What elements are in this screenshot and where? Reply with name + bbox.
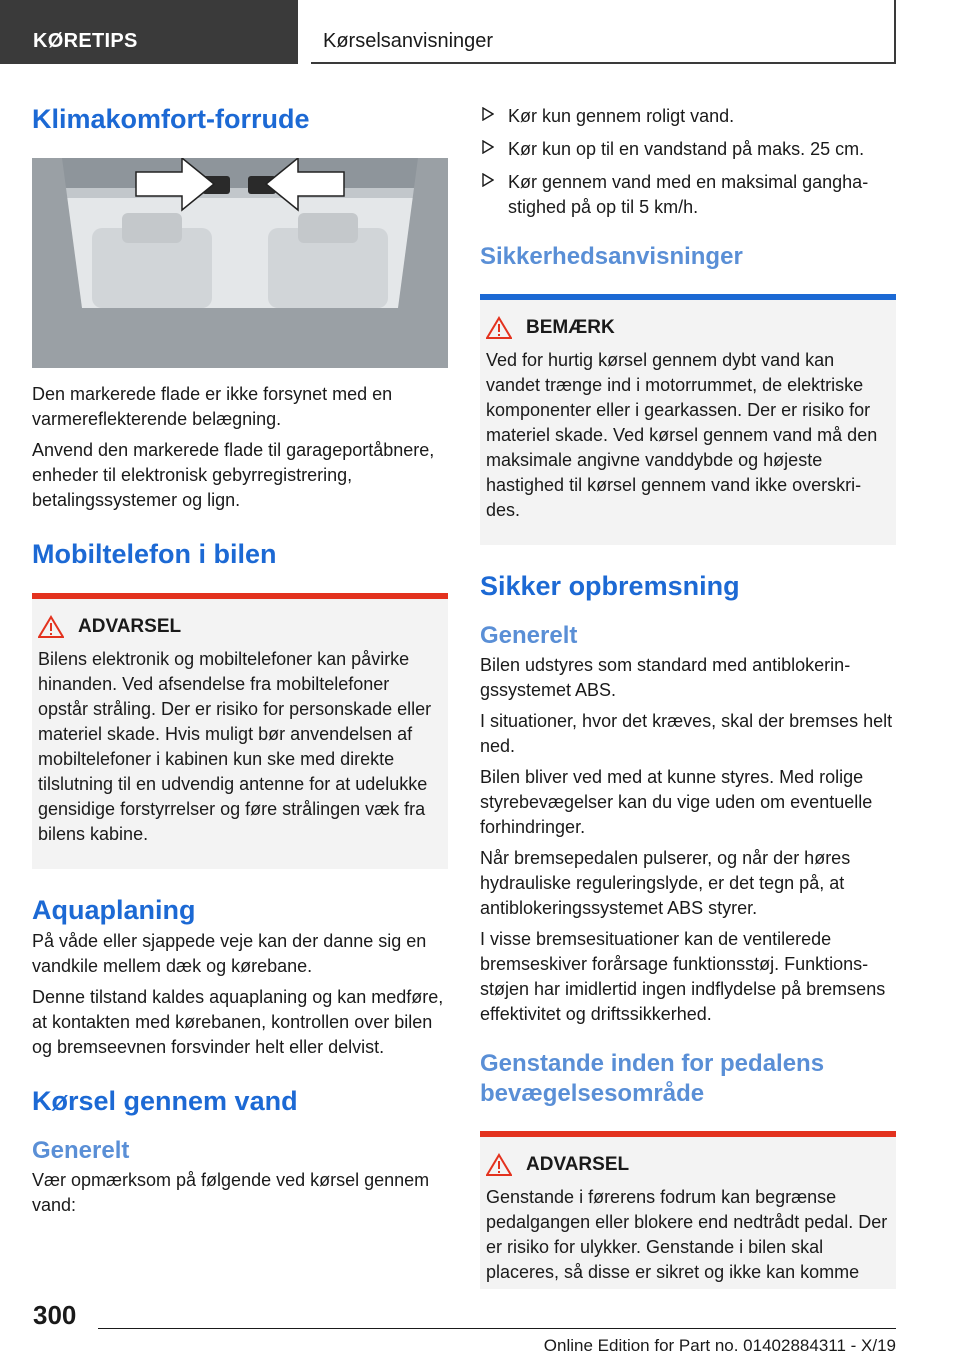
water-bullet-list — [480, 104, 896, 220]
brake-text-1: Bilen udstyres som standard med antiblokeringssystemet ABS. — [480, 655, 851, 700]
water-text: Vær opmærksom på følgende ved kørsel gennem vand: — [32, 1170, 430, 1215]
footer-edition: Online Edition for Part no. 01402884311 - X/19 — [543, 1336, 896, 1355]
warning-triangle-icon — [38, 615, 64, 639]
left-column — [32, 96, 448, 1218]
brake-text-5: I visse bremsesituationer kan de ventilerede bremseskiver forårsage funktionsstøj. Funktionsstøjen har imidlertid ingen indflydelse på bremsens effektivitet og driftssikkerhed. — [480, 929, 886, 1024]
warning-title: ADVARSEL — [526, 1154, 630, 1175]
heading-brake: Sikker opbremsning — [480, 571, 740, 601]
heading-aquaplaning: Aquaplaning — [32, 895, 196, 925]
warning-triangle-icon — [486, 1153, 512, 1177]
warning-box-mobile — [32, 599, 448, 869]
windshield-illustration — [32, 158, 448, 368]
note-title: BEMÆRK — [526, 317, 615, 338]
subheading-water-general: Generelt — [32, 1137, 130, 1164]
warning-triangle-icon — [486, 316, 512, 340]
note-text: Ved for hurtig kørsel gennem dybt vand kan vandet trænge ind i motorrummet, de elektriske komponenter eller i gearkassen. Der er risiko for materiel skade. Ved kørsel gennem vand må den maksimale angivne vanddybde og højeste hastighed til kørsel gennem vand ikke overskrides. — [486, 350, 878, 520]
warning-text-pedal: Genstande i førerens fodrum kan begrænse pedalgangen eller blokere end nedtrådt pedal. Der er risiko for ulykker. Genstande i bilen skal placeres, så disse er sikret og ikke kan komme — [486, 1187, 888, 1282]
list-item: Kør kun gennem roligt vand. — [480, 104, 896, 129]
windshield-text-1: Den markerede flade er ikke forsynet med en varmereflekterende belægning. — [32, 384, 393, 429]
bullet-arrow-icon — [482, 107, 494, 121]
brake-text-3: Bilen bliver ved med at kunne styres. Med rolige styrebevægelser kan du vige uden om eventuelle forhindringer. — [480, 767, 873, 837]
header-chapter: Kørselsanvisninger — [311, 0, 896, 64]
bullet-arrow-icon — [482, 173, 494, 187]
subheading-brake-general: Generelt — [480, 622, 578, 649]
bullet-arrow-icon — [482, 140, 494, 154]
note-box — [480, 300, 896, 545]
aquaplaning-text-1: På våde eller sjappede veje kan der danne sig en vandkile mellem dæk og kørebane. — [32, 931, 427, 976]
heading-windshield: Klimakomfort-forrude — [32, 104, 310, 134]
brake-text-2: I situationer, hvor det kræves, skal der bremses helt ned. — [480, 711, 893, 756]
warning-box-pedal — [480, 1137, 896, 1289]
heading-pedal: Genstande inden for pedalens bevægelsesområde — [480, 1050, 825, 1107]
warning-title: ADVARSEL — [78, 616, 182, 637]
windshield-text-2: Anvend den markerede flade til garageportåbnere, enheder til elektronisk gebyrregistrering, betalingssystemer og lign. — [32, 440, 435, 510]
right-column — [480, 104, 896, 1289]
heading-mobile: Mobiltelefon i bilen — [32, 539, 277, 569]
list-item: Kør gennem vand med en maksimal ganghastighed på op til 5 km/h. — [480, 170, 896, 220]
page-number: 300 — [33, 1300, 77, 1330]
brake-text-4: Når bremsepedalen pulserer, og når der høres hydrauliske reguleringslyde, er det tegn på, at antiblokeringssystemet ABS styrer. — [480, 848, 851, 918]
list-item: Kør kun op til en vandstand på maks. 25 cm. — [480, 137, 896, 162]
footer-divider — [98, 1328, 896, 1329]
windshield-photo — [32, 158, 448, 368]
aquaplaning-text-2: Denne tilstand kaldes aquaplaning og kan medføre, at kontakten med kørebanen, kontrollen over bilen og bremseevnen forsvinder helt eller delvist. — [32, 987, 444, 1057]
warning-text-mobile: Bilens elektronik og mobiltelefoner kan påvirke hinanden. Ved afsendelse fra mobiltelefoner opstår stråling. Der er risiko for personskade eller materiel skade. Hvis muligt bør anvendelsen af mobiltelefoner i kabinen kun ske med direkte tilslutning til en udvendig antenne for at udelukke gensidige forstyrrelser og føre strålingen væk fra bilens kabine. — [38, 649, 432, 844]
heading-water: Kørsel gennem vand — [32, 1086, 298, 1116]
header-section: KØRETIPS — [0, 0, 298, 64]
heading-safety: Sikkerhedsanvisninger — [480, 243, 743, 270]
